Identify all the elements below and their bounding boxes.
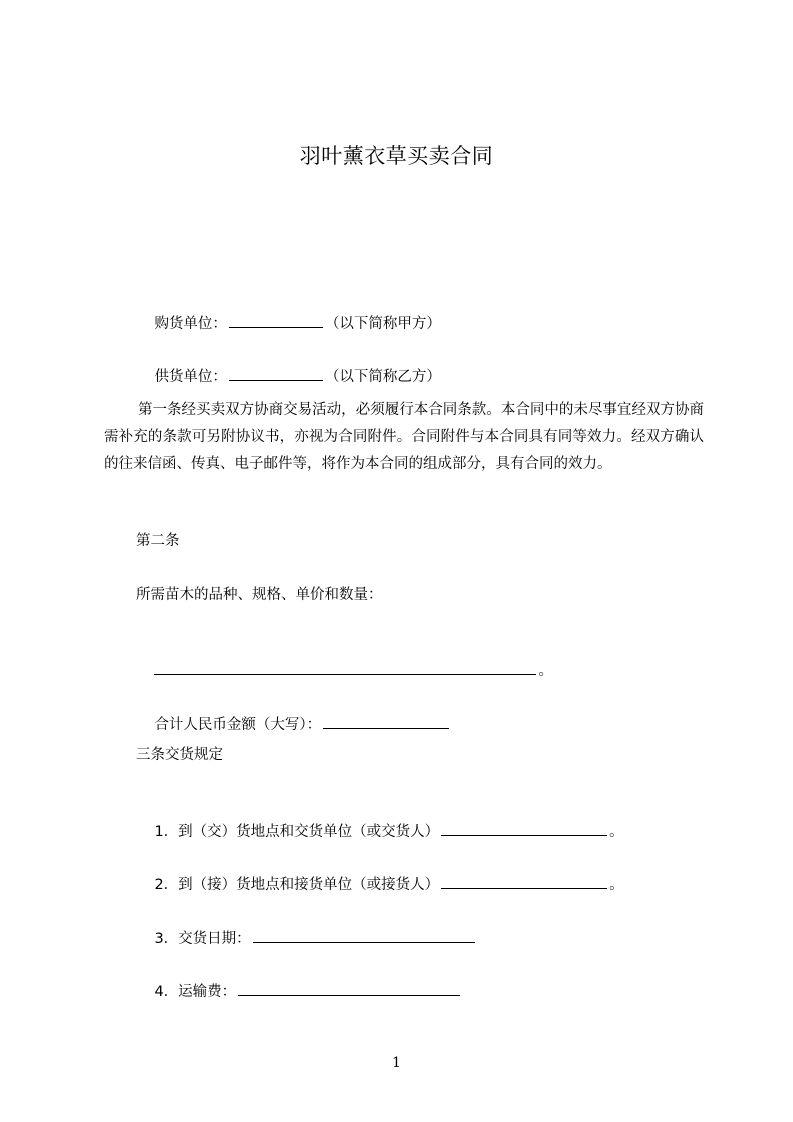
article-3-heading: 三条交货规定 [136,747,223,763]
delivery-item-label: 4．运输费： [154,984,237,1000]
delivery-item-label: 2．到（接）货地点和接货单位（或接货人） [154,877,440,893]
delivery-item-blank[interactable] [441,872,607,889]
delivery-item-label: 1．到（交）货地点和交货单位（或交货人） [154,824,440,840]
delivery-item-blank[interactable] [253,926,475,943]
article-1-paragraph: 第一条经买卖双方协商交易活动，必须履行本合同条款。本合同中的未尽事宜经双方协商需补充的条款可另附协议书，亦视为合同附件。合同附件与本合同具有同等效力。经双方确认的往来信函、传真、电子邮件等，将作为本合同的组成部分，具有合同的效力。 [104,402,704,472]
buyer-suffix: （以下简称甲方） [324,316,441,332]
article-2-heading: 第二条 [136,533,180,549]
page-number: 1 [392,1055,401,1071]
total-amount-label: 合计人民币金额（大写）： [154,717,322,733]
items-blank[interactable] [154,658,536,675]
article-2-items-label: 所需苗木的品种、规格、单价和数量： [136,587,383,603]
delivery-item-blank[interactable] [441,819,607,836]
buyer-label: 购货单位： [154,316,227,332]
delivery-item-label: 3．交货日期： [154,931,251,947]
seller-label: 供货单位： [154,369,227,385]
items-line-end: 。 [538,663,553,679]
buyer-blank[interactable] [229,311,323,328]
delivery-item-blank[interactable] [238,979,460,996]
total-amount-blank[interactable] [323,712,449,729]
delivery-item-end: 。 [609,877,624,893]
seller-suffix: （以下简称乙方） [324,369,441,385]
seller-blank[interactable] [229,364,323,381]
document-title: 羽叶薰衣草买卖合同 [299,144,494,168]
delivery-item-end: 。 [609,824,624,840]
delivery-item [136,959,462,1022]
